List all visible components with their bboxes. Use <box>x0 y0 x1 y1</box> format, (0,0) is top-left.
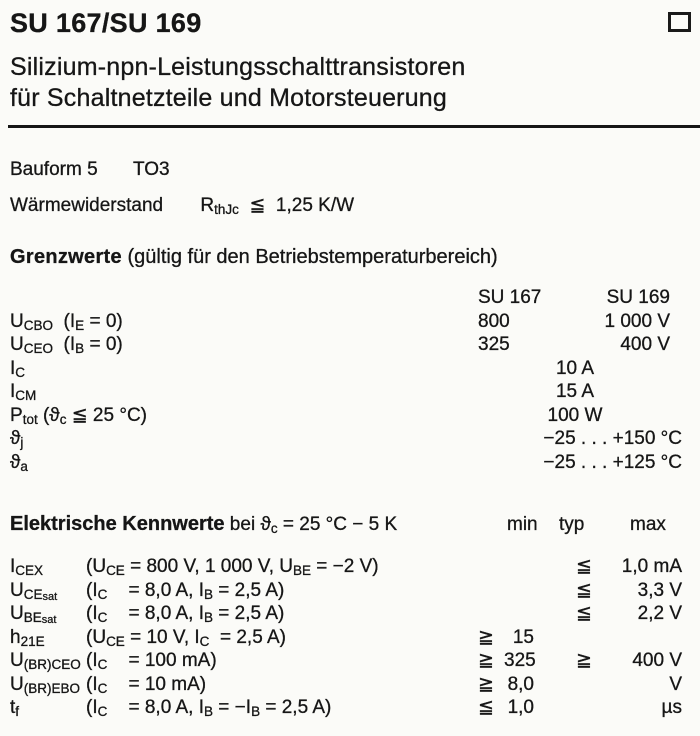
parameter-symbol: $U_{CEsat}$ <box>10 579 58 603</box>
column-header-max: max <box>630 514 666 535</box>
parameter-symbol: $t_f$ <box>10 697 20 719</box>
parameter-values <box>460 380 690 404</box>
min-cell <box>444 555 548 579</box>
value-shared: 10 A <box>555 357 595 379</box>
parameter-symbol: $P_{tot}$ ($ϑ_c$ ≦ 25 °C) <box>10 404 147 427</box>
grenzwerte-row <box>10 333 690 357</box>
max-relation-sign <box>576 626 602 650</box>
grenzwerte-row <box>10 310 690 334</box>
parameter-symbol: $U_{CBO}$ $(I_E = 0)$ <box>10 310 123 333</box>
max-relation-sign: ≦ <box>576 579 592 601</box>
grenzwerte-heading <box>10 245 690 269</box>
parameter-symbol: $I_C$ <box>10 357 26 380</box>
column-header-su169: SU 169 <box>606 287 670 308</box>
page-title: SU 167/SU 169 <box>10 8 202 38</box>
grenzwerte-row <box>10 380 690 404</box>
parameter-symbol: $I_{CEX}$ <box>10 556 44 578</box>
test-conditions: ($I_C$ = 10 mA) <box>86 673 207 696</box>
grenzwerte-title: Grenzwerte <box>10 246 122 268</box>
header <box>10 8 690 128</box>
column-header-su167: SU 167 <box>478 287 542 308</box>
min-value <box>504 579 548 603</box>
parameter-symbol: $I_{CM}$ <box>10 381 37 403</box>
kennwerte-row <box>10 626 690 650</box>
min-cell <box>444 696 548 720</box>
min-relation-sign <box>478 602 504 626</box>
max-value: 2,2 V <box>637 603 682 624</box>
grenzwerte-row <box>10 404 690 428</box>
parameter-symbol: $U_{(BR)CEO}$ <box>10 650 81 672</box>
kennwerte-row <box>10 673 690 697</box>
test-conditions: ($I_C$ = 8,0 A, $I_B = -I_B = 2,5$ A) <box>86 697 332 719</box>
min-relation-sign: ≧ <box>478 650 494 671</box>
package-type: TO3 <box>132 159 170 180</box>
min-cell <box>444 602 548 626</box>
value-su169: 1 000 V <box>604 310 670 332</box>
value-su167: 800 <box>478 310 510 332</box>
max-relation-sign <box>576 673 602 697</box>
parameter-values <box>460 404 690 428</box>
max-cell <box>548 673 690 697</box>
parameter-symbol: $h_{21E}$ <box>10 626 45 649</box>
max-value: µs <box>661 697 682 718</box>
thermal-resistance-label: Wärmewiderstand <box>10 195 164 216</box>
max-relation-sign: ≦ <box>576 603 592 624</box>
min-relation-sign: ≦ <box>478 697 494 718</box>
max-cell <box>548 626 690 650</box>
parameter-symbol: $U_{(BR)EBO}$ <box>10 673 80 696</box>
min-cell <box>444 579 548 603</box>
kennwerte-row <box>10 649 690 673</box>
parameter-symbol: $U_{CEO}$ $(I_B = 0)$ <box>10 334 123 356</box>
thermal-resistance-value: $R_{thJc}$ ≦ 1,25 K/W <box>200 195 355 217</box>
value-su169: 400 V <box>620 334 670 355</box>
min-value: 15 <box>512 626 534 648</box>
min-relation-sign: ≧ <box>478 626 494 648</box>
test-conditions: ($I_C$ = 8,0 A, $I_B = 2,5$ A) <box>86 603 285 625</box>
value-shared: 15 A <box>555 381 595 402</box>
parameter-symbol: $U_{BEsat}$ <box>10 603 57 626</box>
kennwerte-title: Elektrische Kennwerte <box>10 513 225 535</box>
parameter-values <box>460 357 690 381</box>
max-value <box>602 626 690 650</box>
grenzwerte-row <box>10 427 690 451</box>
max-value: V <box>669 673 682 695</box>
header-spacer <box>10 286 460 310</box>
min-relation-sign: ≧ <box>478 673 494 695</box>
kennwerte-row <box>10 602 690 626</box>
grenzwerte-row <box>10 357 690 381</box>
parameter-values <box>460 333 690 357</box>
max-relation-sign: ≧ <box>576 650 592 671</box>
header-divider <box>8 125 700 128</box>
min-value: 8,0 <box>507 673 534 695</box>
value-su167: 325 <box>478 334 510 355</box>
min-value: 325 <box>504 650 536 671</box>
column-header-typ: typ <box>559 514 585 535</box>
parameter-values <box>460 310 690 334</box>
min-value <box>504 555 548 579</box>
kennwerte-row <box>10 579 690 603</box>
grenzwerte-header-row <box>10 286 690 310</box>
subtitle-line-2: für Schaltnetzteile und Motorsteuerung <box>10 84 448 112</box>
min-relation-sign <box>478 555 504 579</box>
subtitle <box>10 52 690 114</box>
max-cell <box>548 649 690 673</box>
bauform-label: Bauform 5 <box>10 159 98 180</box>
min-value <box>504 602 548 626</box>
max-value: 3,3 V <box>637 579 682 601</box>
min-cell <box>444 673 548 697</box>
column-header-min: min <box>507 514 538 535</box>
min-cell <box>444 649 548 673</box>
grenzwerte-subtitle: (gültig für den Betriebstemperaturbereich) <box>121 246 498 268</box>
parameter-values <box>460 427 690 451</box>
kennwerte-row <box>10 696 690 720</box>
corner-marker-icon <box>668 12 691 32</box>
max-relation-sign: ≦ <box>576 556 592 577</box>
value-range: −25 . . . +125 °C <box>543 451 682 473</box>
min-relation-sign <box>478 579 504 603</box>
bauform-line <box>10 159 690 181</box>
min-value: 1,0 <box>507 697 534 718</box>
kennwerte-row <box>10 555 690 579</box>
kennwerte-table <box>10 555 690 720</box>
max-cell <box>548 555 690 579</box>
max-cell <box>548 696 690 720</box>
grenzwerte-table-body <box>10 310 690 475</box>
parameter-symbol: $ϑ_j$ <box>10 428 24 450</box>
max-value: 1,0 mA <box>621 556 682 577</box>
kennwerte-heading <box>10 511 690 538</box>
kennwerte-conditions: bei $ϑ_c = 25$ °C − 5 K <box>224 514 398 536</box>
max-cell <box>548 602 690 626</box>
test-conditions: ($I_C$ = 8,0 A, $I_B = 2,5$ A) <box>86 579 285 602</box>
test-conditions: ($I_C$ = 100 mA) <box>86 650 217 672</box>
grenzwerte-row <box>10 451 690 475</box>
max-value: 400 V <box>632 650 682 671</box>
grenzwerte-table <box>10 286 690 474</box>
value-range: −25 . . . +150 °C <box>543 428 682 449</box>
min-cell <box>444 626 548 650</box>
parameter-symbol: $ϑ_a$ <box>10 451 28 474</box>
max-relation-sign <box>576 696 602 720</box>
test-conditions: ($U_{CE} = 800$ V, 1 000 V, $U_{BE} = -2$ V) <box>86 556 379 578</box>
parameter-values <box>460 451 690 475</box>
value-shared: 100 W <box>547 404 603 426</box>
subtitle-line-1: Silizium-npn-Leistungsschalttransistoren <box>10 53 466 81</box>
test-conditions: ($U_{CE} = 10$ V, $I_C = 2,5$ A) <box>86 626 286 649</box>
thermal-resistance-line <box>10 194 690 218</box>
max-cell <box>548 579 690 603</box>
